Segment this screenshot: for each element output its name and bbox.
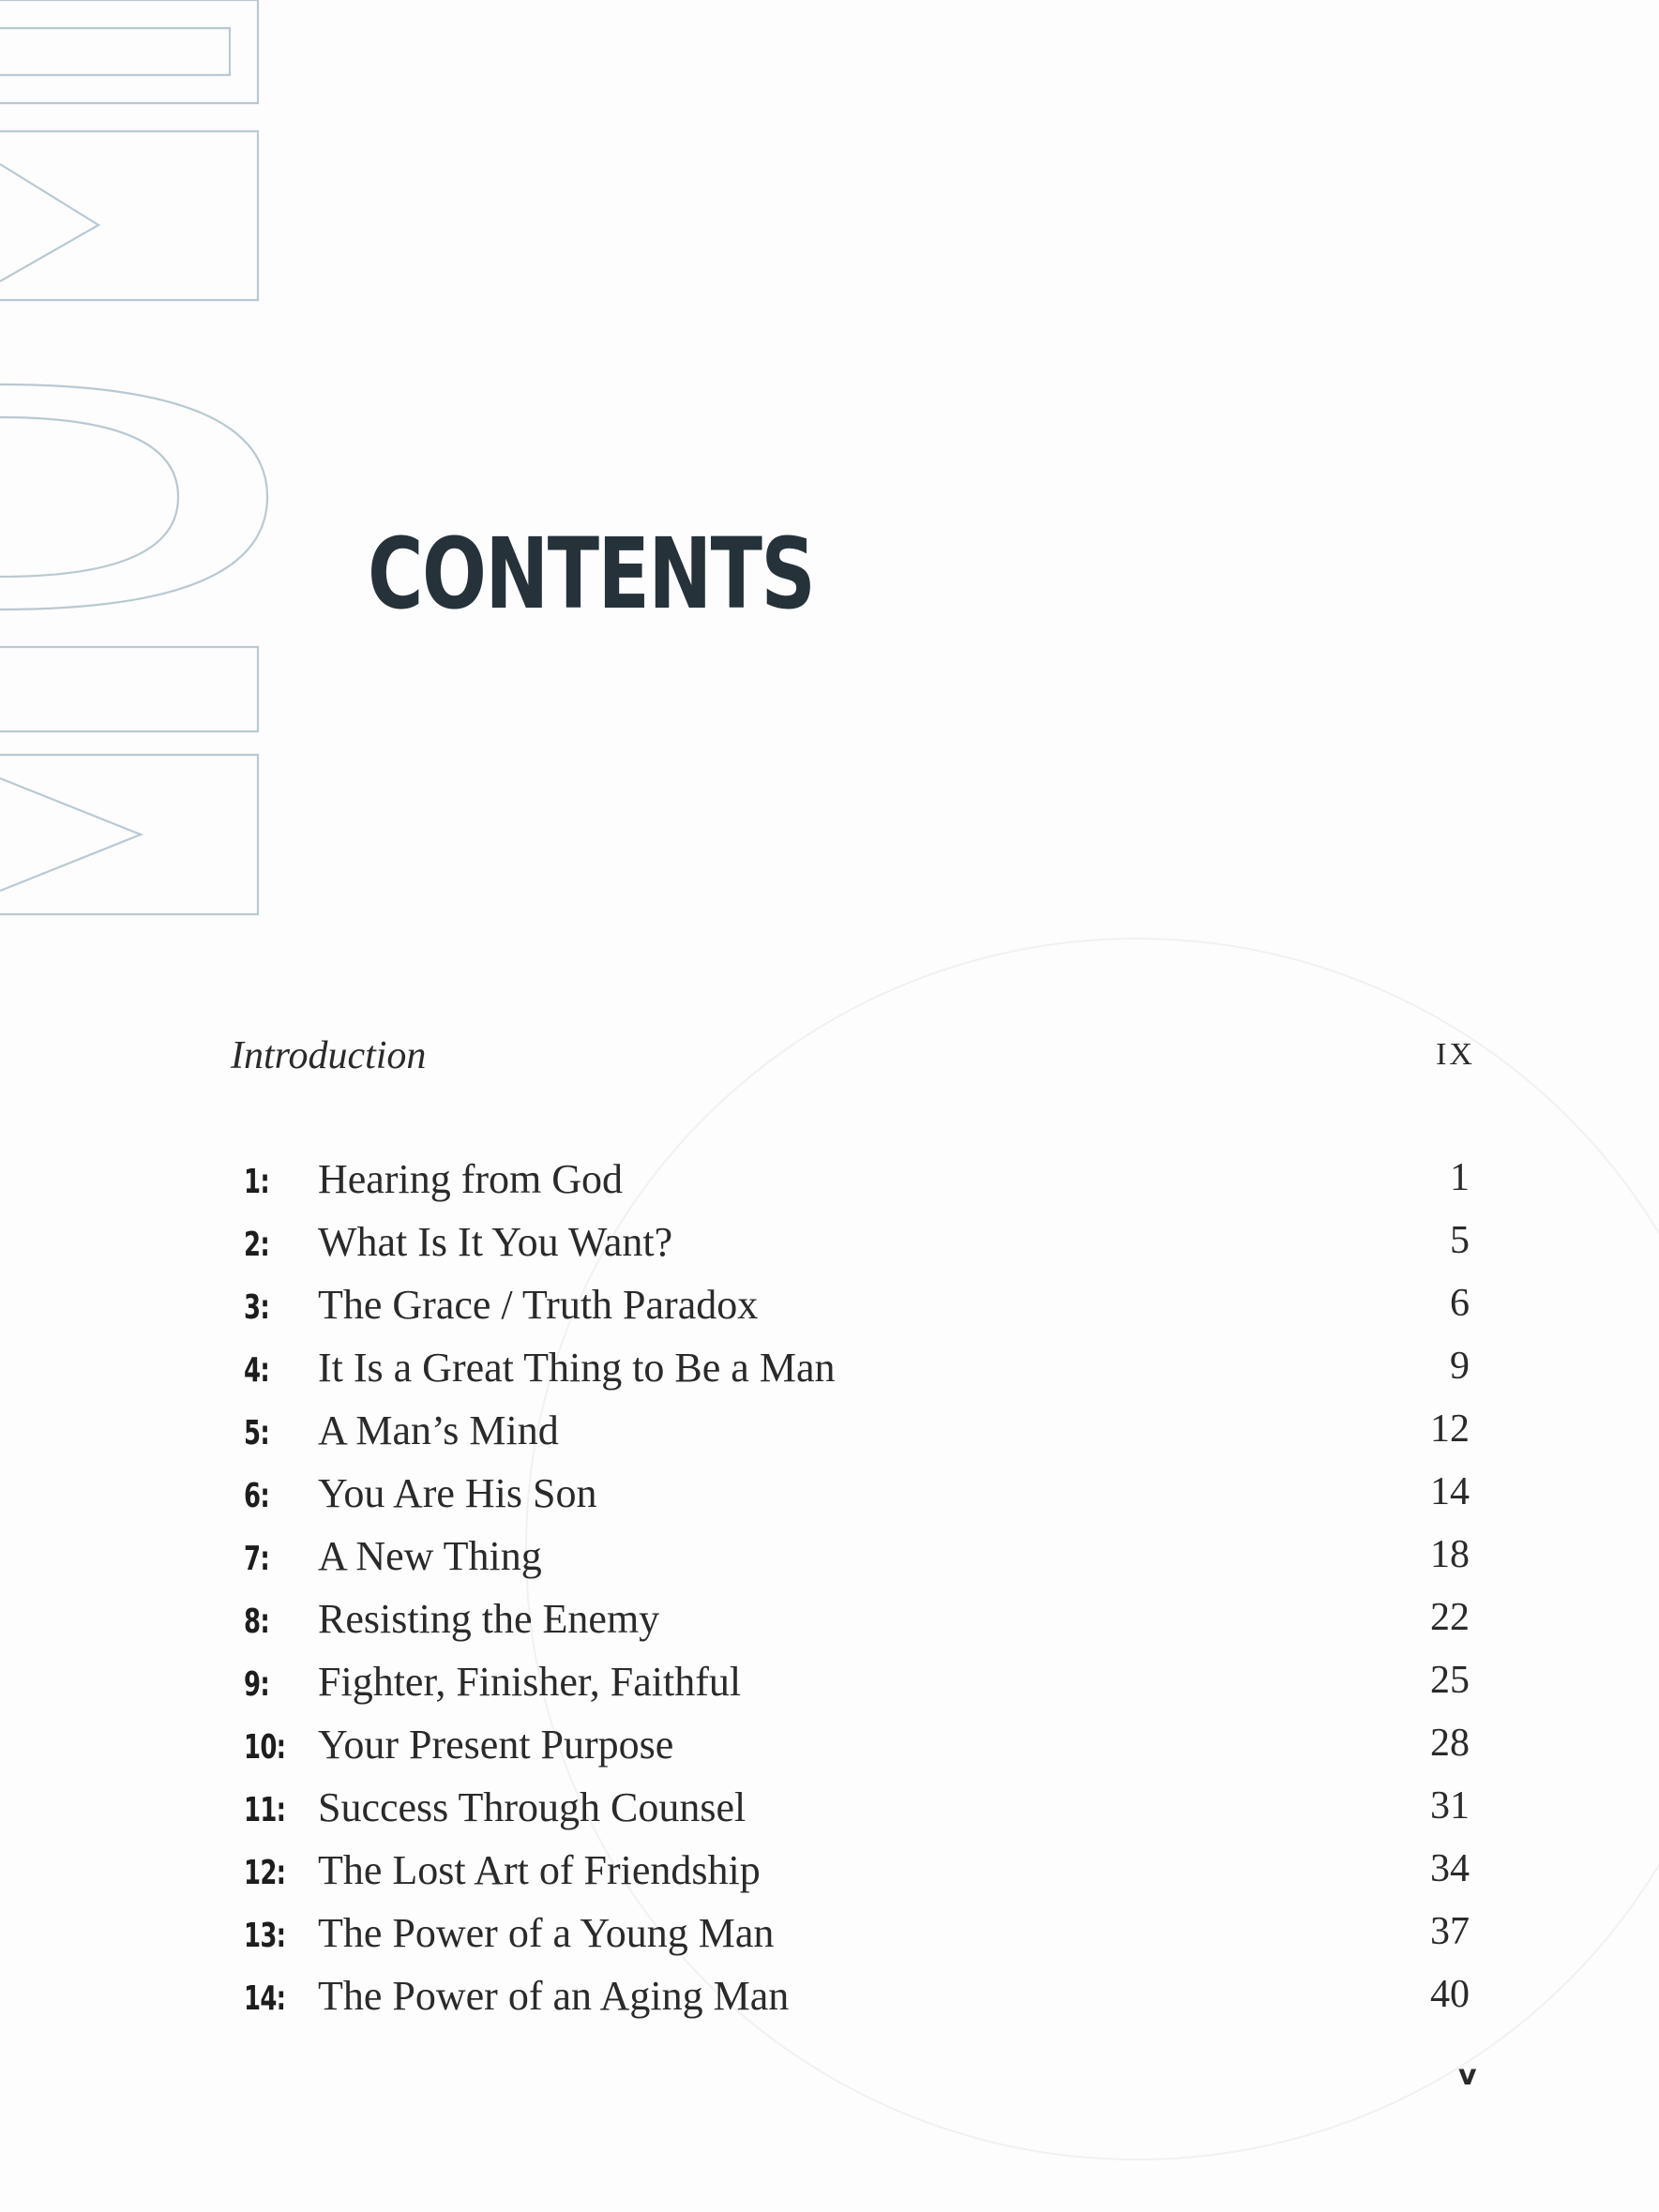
toc-entry[interactable] — [244, 1846, 1472, 1909]
page-number: v — [1458, 2059, 1477, 2092]
toc-entry-number: 7: — [244, 1540, 269, 1578]
toc-entry[interactable] — [244, 1532, 1472, 1595]
toc-entry[interactable] — [244, 1972, 1472, 2035]
toc-entry-page: 31 — [1430, 1784, 1470, 1828]
toc-entry-number: 4: — [244, 1351, 269, 1390]
toc-entry-title: The Power of a Young Man — [318, 1910, 775, 1956]
toc-entry-number: 5: — [244, 1414, 269, 1452]
toc-entry-title: Resisting the Enemy — [318, 1596, 660, 1642]
toc-entry-page: 34 — [1430, 1847, 1470, 1890]
toc-entry-number: 10: — [244, 1728, 286, 1767]
toc-entry-title: Fighter, Finisher, Faithful — [318, 1659, 742, 1705]
toc-entry[interactable] — [244, 1721, 1472, 1783]
toc-entry[interactable] — [244, 1155, 1472, 1218]
toc-entry-page: 22 — [1430, 1596, 1470, 1639]
toc-entry-number: 13: — [244, 1917, 286, 1955]
toc-entry[interactable] — [244, 1595, 1472, 1658]
toc-entry-page: 1 — [1450, 1156, 1470, 1199]
page-title: CONTENTS — [368, 517, 815, 631]
toc-entry[interactable] — [244, 1909, 1472, 1972]
toc-entry-page: 5 — [1450, 1219, 1470, 1262]
toc-introduction-row[interactable] — [231, 1033, 1478, 1090]
toc-entry[interactable] — [244, 1344, 1472, 1407]
toc-entry-title: The Power of an Aging Man — [318, 1973, 790, 2019]
toc-entry-title: Success Through Counsel — [318, 1784, 747, 1830]
toc-entry[interactable] — [244, 1469, 1472, 1532]
toc-entry-page: 37 — [1430, 1910, 1470, 1953]
toc-entry-number: 3: — [244, 1288, 269, 1327]
toc-entry-title: A Man’s Mind — [318, 1407, 559, 1453]
toc-entry-title: You Are His Son — [318, 1470, 597, 1516]
toc-introduction-page: IX — [1436, 1037, 1475, 1072]
toc-entry[interactable] — [244, 1218, 1472, 1281]
toc-entry-title: It Is a Great Thing to Be a Man — [318, 1345, 836, 1391]
toc-introduction-label: Introduction — [231, 1034, 427, 1077]
toc-entry-page: 40 — [1430, 1973, 1470, 2016]
toc-entry-page: 28 — [1430, 1722, 1470, 1765]
toc-entry-page: 12 — [1430, 1407, 1470, 1451]
toc-entry-title: The Grace / Truth Paradox — [318, 1282, 759, 1328]
toc-entry-page: 9 — [1450, 1345, 1470, 1388]
toc-entry[interactable] — [244, 1281, 1472, 1344]
toc-entry[interactable] — [244, 1407, 1472, 1469]
toc-entry-number: 9: — [244, 1665, 269, 1704]
toc-entry-number: 2: — [244, 1226, 269, 1264]
toc-entry-number: 1: — [244, 1163, 269, 1201]
toc-entry-number: 6: — [244, 1477, 269, 1515]
toc-entry-page: 6 — [1450, 1282, 1470, 1325]
toc-entry-number: 12: — [244, 1854, 286, 1892]
toc-entry-page: 25 — [1430, 1659, 1470, 1702]
toc-entry-number: 14: — [244, 1979, 286, 2018]
toc-entry-title: The Lost Art of Friendship — [318, 1847, 761, 1893]
toc-entry[interactable] — [244, 1783, 1472, 1846]
toc-entry-title: Hearing from God — [318, 1156, 624, 1202]
toc-entry-title: A New Thing — [318, 1533, 542, 1579]
toc-entry-number: 8: — [244, 1603, 269, 1641]
toc-entry-number: 11: — [244, 1791, 286, 1829]
decorative-outline-lettering — [0, 0, 281, 928]
toc-entry-page: 14 — [1430, 1470, 1470, 1513]
toc-entry-page: 18 — [1430, 1533, 1470, 1576]
table-of-contents — [244, 1155, 1472, 2035]
toc-entry[interactable] — [244, 1658, 1472, 1721]
toc-entry-title: Your Present Purpose — [318, 1722, 674, 1768]
toc-entry-title: What Is It You Want? — [318, 1219, 673, 1265]
